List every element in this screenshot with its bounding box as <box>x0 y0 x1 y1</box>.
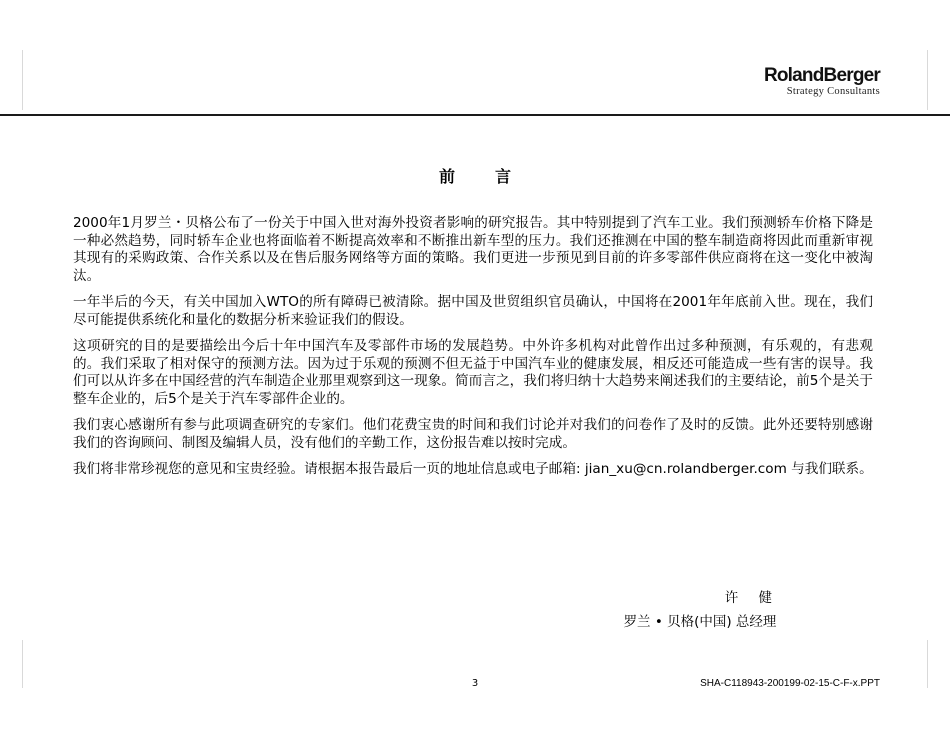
paragraph-2: 一年半后的今天，有关中国加入WTO的所有障碍已被清除。据中国及世贸组织官员确认，中国将在2001年年底前入世。现在，我们尽可能提供系统化和量化的数据分析来验证我们的假设。 <box>73 294 873 328</box>
signatory-title: 罗兰 • 贝格(中国) 总经理 <box>623 614 777 630</box>
preface-body <box>73 215 873 488</box>
page-border-left <box>22 50 23 110</box>
paragraph-5: 我们将非常珍视您的意见和宝贵经验。请根据本报告最后一页的地址信息或电子邮箱: jian_xu@cn.rolandberger.com 与我们联系。 <box>73 461 873 477</box>
page-border-right-lower <box>927 640 928 688</box>
document-id: SHA-C118943-200199-02-15-C-F-x.PPT <box>700 678 880 689</box>
header-divider <box>0 114 950 116</box>
paragraph-4: 我们衷心感谢所有参与此项调查研究的专家们。他们花费宝贵的时间和我们讨论并对我们的问卷作了及时的反馈。此外还要特别感谢我们的咨询顾问、制图及编辑人员，没有他们的辛勤工作，这份报告难以按时完成。 <box>73 417 873 451</box>
signatory-name: 许 健 <box>724 590 780 606</box>
roland-berger-logo <box>740 66 880 98</box>
signature-block <box>560 588 840 632</box>
page-title: 前言 <box>438 167 551 186</box>
paragraph-1: 2000年1月罗兰・贝格公布了一份关于中国入世对海外投资者影响的研究报告。其中特别提到了汽车工业。我们预测轿车价格下降是一种必然趋势，同时轿车企业也将面临着不断提高效率和不断推出新车型的压力。我们还推测在中国的整车制造商将因此而重新审视其现有的采购政策、合作关系以及在售后服务网络等方面的策略。我们更进一步预见到目前的许多零部件供应商将在这一变化中被淘汰。 <box>73 215 873 284</box>
page-number: 3 <box>471 678 479 689</box>
page-border-right <box>927 50 928 110</box>
paragraph-3: 这项研究的目的是要描绘出今后十年中国汽车及零部件市场的发展趋势。中外许多机构对此曾作出过多种预测，有乐观的，有悲观的。我们采取了相对保守的预测方法。因为过于乐观的预测不但无益于中国汽车业的健康发展，相反还可能造成一些有害的误导。我们可以从许多在中国经营的汽车制造企业那里观察到这一现象。简而言之，我们将归纳十大趋势来阐述我们的主要结论，前5个是关于整车企业的，后5个是关于汽车零部件企业的。 <box>73 338 873 407</box>
logo-name: RolandBerger <box>763 65 880 86</box>
page-border-left-lower <box>22 640 23 688</box>
logo-subtitle: Strategy Consultants <box>786 86 880 97</box>
